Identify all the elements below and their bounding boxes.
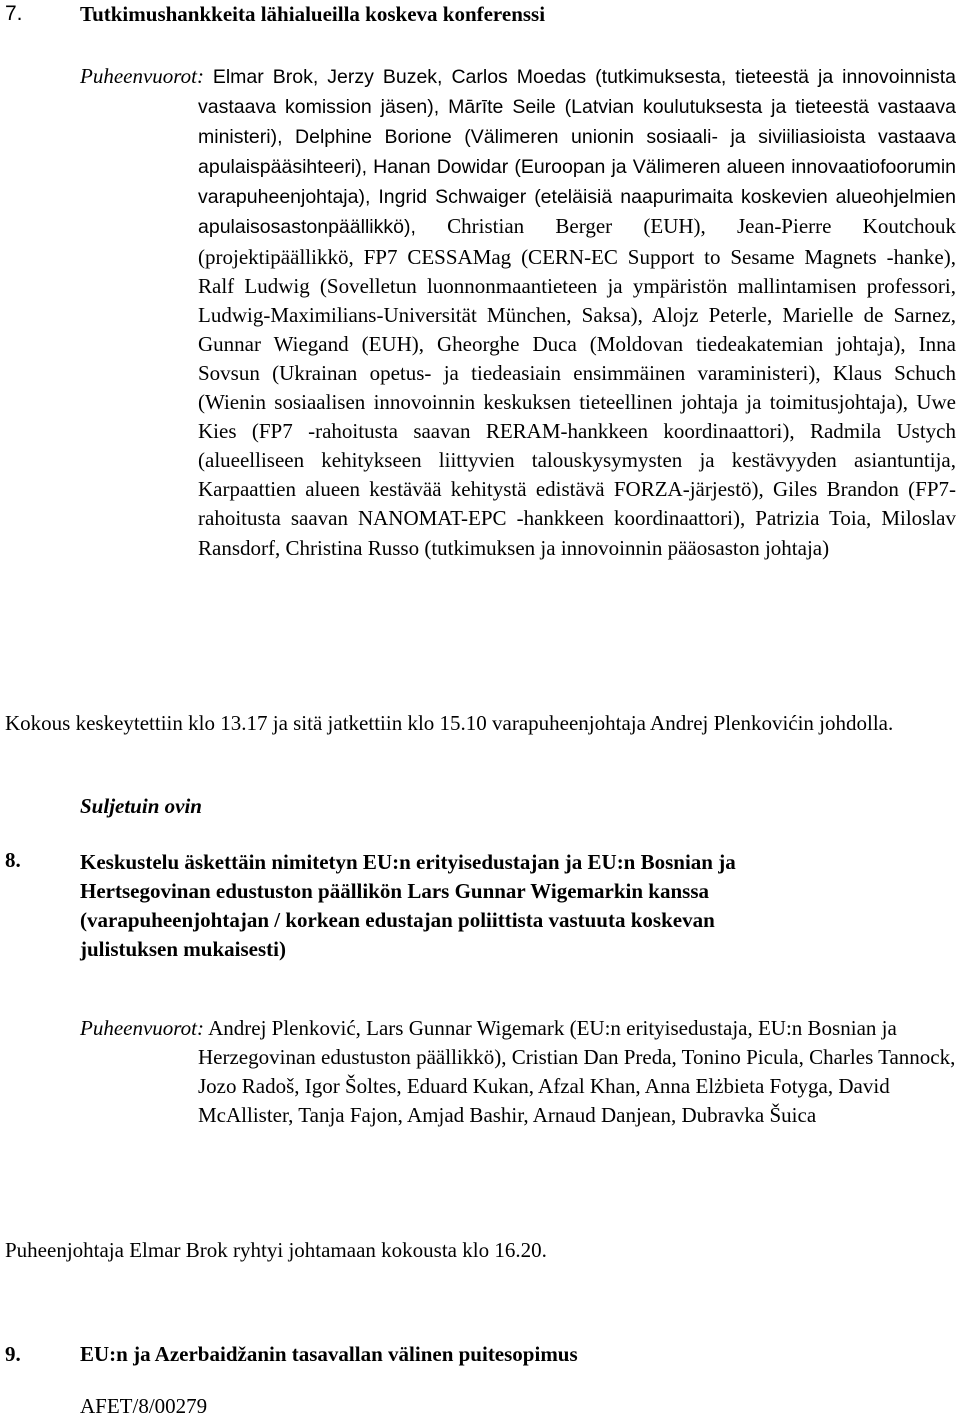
- item-7-number: 7.: [5, 2, 23, 25]
- item-7-speakers-text-part1: Elmar Brok, Jerzy Buzek, Carlos Moedas (tutkimuksesta, tieteestä ja innovoinnista vastaava komission jäsen), Mārīte Seile (Latvian koulutuksesta ja tieteestä vastaava ministeri), Delphine Borione (Välimeren unionin sosiaali- ja siviiliasioista vastaava apulaispääsihteeri), Hanan Dowidar (Euroopan ja Välimeren alueen innovaatiofoorumin varapuheenjohtaja), Ingrid Schwaiger (eteläisiä naapurimaita koskevien alueohjelmien apulaisosastonpäällikkö),: [198, 66, 956, 239]
- item-9-reference: AFET/8/00279: [80, 1394, 208, 1418]
- item-8-title-line-4: julistuksen mukaisesti): [80, 937, 286, 961]
- item-7-speakers-label: Puheenvuorot:: [80, 64, 205, 88]
- item-8-title-line-3: (varapuheenjohtajan / korkean edustajan poliittista vastuuta koskevan: [80, 908, 715, 932]
- item-7-speakers-text-part2: Christian Berger (EUH), Jean-Pierre Koutchouk (projektipäällikkö, FP7 CESSAMag (CERN-EC Support to Sesame Magnets -hanke), Ralf Ludwig (Sovelletun luonnonmaantieteen ja ympäristön mallintamisen professori, Ludwig-Maximilians-Universität München, Saksa), Alojz Peterle, Marielle de Sarnez, Gunnar Wiegand (EUH), Gheorghe Duca (Moldovan tiedeakatemian johtaja), Inna Sovsun (Ukrainan opetus- ja tiedeasiain ensimmäinen varaministeri), Klaus Schuch (Wienin sosiaalisen innovoinnin keskuksen tieteellinen johtaja ja toimitusjohtaja), Uwe Kies (FP7 -rahoitusta saavan RERAM-hankkeen koordinaattori), Radmila Ustych (alueelliseen kehitykseen liittyvien talouskysymysten ja kestävyyden asiantuntija, Karpaattien alueen kestävää kehitystä edistävä FORZA-järjestö), Giles Brandon (FP7-rahoitusta saavan NANOMAT-EPC -hankkeen koordinaattori), Patrizia Toia, Miloslav Ransdorf, Christina Russo (tutkimuksen ja innovoinnin pääosaston johtaja): [198, 214, 957, 560]
- item-9-number: 9.: [5, 1342, 21, 1366]
- item-9-title: EU:n ja Azerbaidžanin tasavallan välinen puitesopimus: [80, 1342, 578, 1366]
- item-8-title: [80, 848, 940, 964]
- session-note-2: Puheenjohtaja Elmar Brok ryhtyi johtamaan kokousta klo 16.20.: [5, 1238, 547, 1262]
- item-8-number: 8.: [5, 848, 21, 872]
- item-8-title-line-1: Keskustelu äskettäin nimitetyn EU:n erityisedustajan ja EU:n Bosnian ja: [80, 850, 736, 874]
- item-8-speakers: [80, 1014, 960, 1130]
- item-8-speakers-label: Puheenvuorot:: [80, 1016, 205, 1040]
- item-8-title-line-2: Hertsegovinan edustuston päällikön Lars Gunnar Wigemarkin kanssa: [80, 879, 709, 903]
- item-7-title: Tutkimushankkeita lähialueilla koskeva konferenssi: [80, 2, 546, 26]
- item-8-speakers-text: Andrej Plenković, Lars Gunnar Wigemark (EU:n erityisedustaja, EU:n Bosnian ja Herzegovinan edustuston päällikkö), Cristian Dan Preda, Tonino Picula, Charles Tannock, Jozo Radoš, Igor Šoltes, Eduard Kukan, Afzal Khan, Anna Elżbieta Fotyga, David McAllister, Tanja Fajon, Amjad Bashir, Arnaud Danjean, Dubravka Šuica: [198, 1016, 956, 1128]
- closed-session-label: Suljetuin ovin: [80, 794, 202, 818]
- item-7-speakers: [80, 62, 956, 563]
- session-note-1: Kokous keskeytettiin klo 13.17 ja sitä jatkettiin klo 15.10 varapuheenjohtaja Andrej Plenkovićin johdolla.: [5, 711, 894, 735]
